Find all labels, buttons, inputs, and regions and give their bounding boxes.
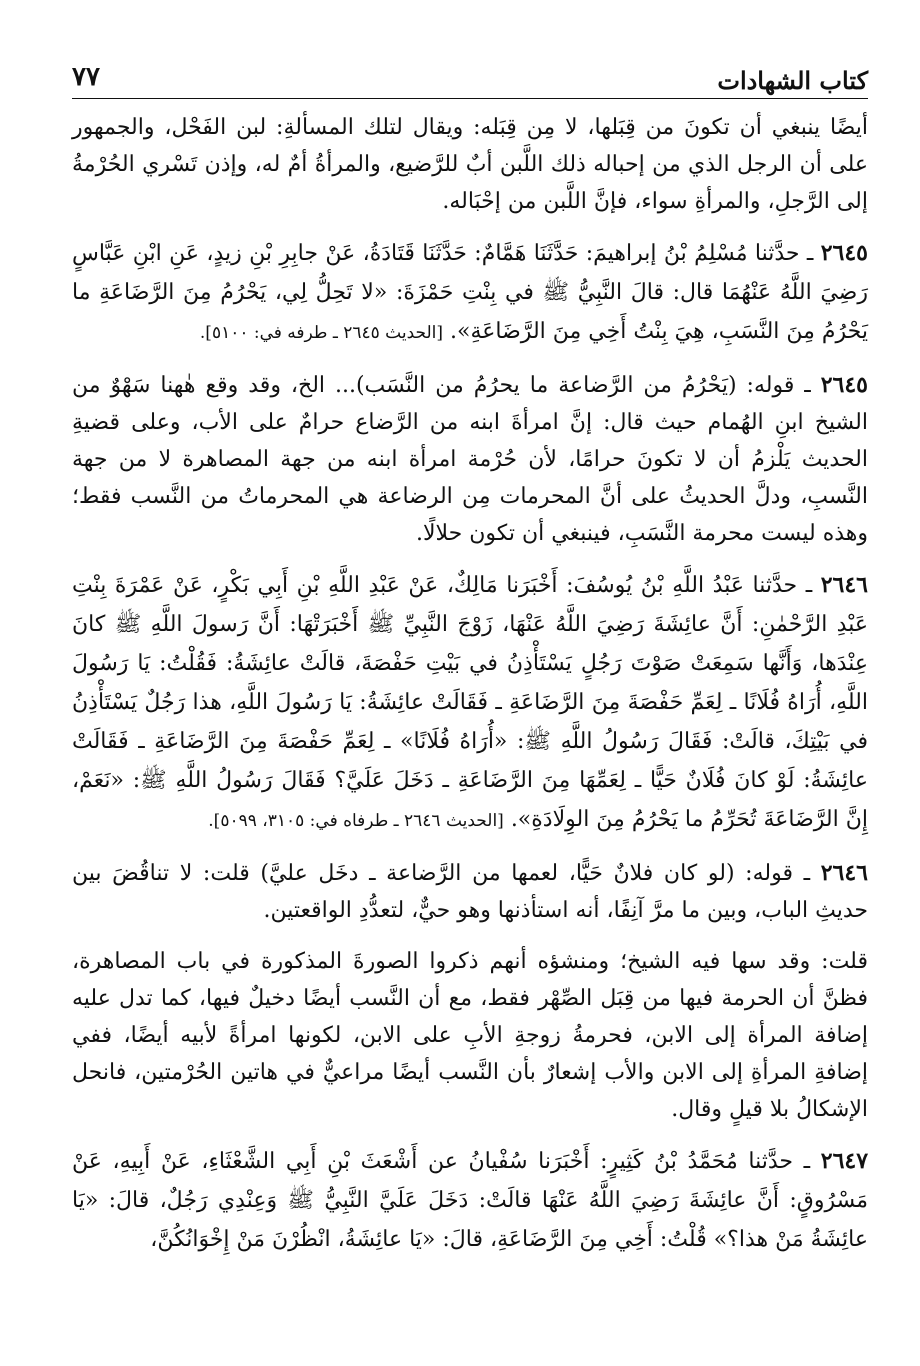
commentary-text: ـ قوله: (يَحْرُمُ من الرَّضاعة ما يحرُمُ من النَّسَب)... الخ، وقد وقع هٰهنا سَهْوٌ من الشيخ ابنِ الهُمام حيث قال: إنَّ امرأةَ ابنه من الرَّضاع حرامٌ على الأب، وعلى قضيةِ الحديث يَلْزمُ أن لا تكونَ حرامًا، لأن حُرْمة امرأة ابنه من جهة المصاهرة لا من جهة النَّسبِ، ودلَّ الحديثُ على أنَّ المحرمات مِن الرضاعة هي المحرماتُ من النَّسب فقط؛ وهذه ليست محرمة النَّسَبِ، فينبغي أن تكون حلالًا. <box>72 373 868 546</box>
page-header <box>72 52 868 99</box>
commentary-text: قلت: وقد سها فيه الشيخ؛ ومنشؤه أنهم ذكروا الصورةَ المذكورة في باب المصاهرة، فظنَّ أن الحرمة فيها من قِبَل الصِّهْر فقط، مع أن النَّسب أيضًا دخيلٌ فيها، كما تدل عليه إضافة المرأة إلى الابن، فحرمةُ زوجةِ الأبِ على الابن، لكونها امرأةً لأبيه أيضًا، ففي إضافةِ المرأةِ إلى الابن والأب إشعارٌ بأن النَّسب أيضًا مراعيٌّ في هاتين الحُرْمتين، فانحل الإشكالُ بلا قيلٍ وقال. <box>72 949 868 1122</box>
hadith-text: ـ حدَّثنا عَبْدُ اللَّهِ بْنُ يُوسُفَ: أَخْبَرَنا مَالِكٌ، عَنْ عَبْدِ اللَّهِ بْنِ أَبِي بَكْرٍ، عَنْ عَمْرَةَ بِنْتِ عَبْدِ الرَّحْمٰنِ: أَنَّ عائِشَةَ رَضِيَ اللَّهُ عَنْهَا، زَوْجَ النَّبِيِّ ﷺ أَخْبَرَتْهَا: أَنَّ رَسولَ اللَّهِ ﷺ كانَ عِنْدَها، وَأَنَّها سَمِعَتْ صَوْتَ رَجُلٍ يَسْتَأْذِنُ في بَيْتِ حَفْصَةَ، قالَتْ عائِشَةُ: فَقُلْتُ: يَا رَسُولَ اللَّهِ، أُرَاهُ فُلَانًا ـ لِعَمِّ حَفْصَةَ مِنَ الرَّضَاعَةِ ـ فَقَالَتْ عائِشَةُ: يَا رَسُولَ اللَّهِ، هذا رَجُلٌ يَسْتَأْذِنُ في بَيْتِكَ، قالَتْ: فَقَالَ رَسُولُ اللَّهِ ﷺ: «أُرَاهُ فُلَانًا» ـ لِعَمِّ حَفْصَةَ مِنَ الرَّضَاعَةِ ـ فَقَالَتْ عائِشَةُ: لَوْ كانَ فُلَانٌ حَيًّا ـ لِعَمِّهَا مِنَ الرَّضَاعَةِ ـ دَخَلَ عَلَيَّ؟ فَقَالَ رَسُولُ اللَّهِ ﷺ: «نَعَمْ، إِنَّ الرَّضَاعَةَ تُحَرِّمُ ما يَحْرُمُ مِنَ الوِلَادَةِ». <box>72 573 868 832</box>
hadith-text: ـ حدَّثنا مُسْلِمُ بْنُ إبراهيمَ: حَدَّثَنَا هَمَّامٌ: حَدَّثَنَا قَتَادَةُ، عَنْ جابِرِ بْنِ زيدٍ، عَنِ ابْنِ عَبَّاسٍ رَضِيَ اللَّهُ عَنْهُمَا قال: قالَ النَّبِيُّ ﷺ في بِنْتِ حَمْزَةَ: «لا تَحِلُّ لِي، يَحْرُمُ مِنَ الرَّضَاعَةِ ما يَحْرُمُ مِنَ النَّسَبِ، هِيَ بِنْتُ أَخِي مِنَ الرَّضَاعَةِ». <box>72 241 868 344</box>
hadith-reference: [الحديث ٢٦٤٦ ـ طرفاه في: ٣١٠٥، ٥٠٩٩]. <box>208 811 504 831</box>
commentary-note <box>72 943 868 1128</box>
page-number: ٧٧ <box>72 62 100 92</box>
paragraph-text: أيضًا ينبغي أن تكونَ من قِبَلها، لا مِن قِبَله: ويقال لتلك المسألةِ: لبن الفَحْل، والجمهور على أن الرجل الذي من إحباله ذلك اللَّبن أبٌ للرَّضيع، والمرأةُ أمٌ له، وإذن تَسْري الحُرْمةُ إلى الرَّجلِ، والمرأةِ سواء، فإنَّ اللَّبن من إحْبَاله. <box>72 115 868 214</box>
book-page <box>72 52 868 1273</box>
hadith-text: ـ حدَّثنا مُحَمَّدُ بْنُ كَثِيرٍ: أَخْبَرَنا سُفْيانُ عن أَشْعَثَ بْنِ أَبِي الشَّعْثَاءِ، عَنْ أَبِيهِ، عَنْ مَسْرُوقٍ: أَنَّ عائِشَةَ رَضِيَ اللَّهُ عَنْهَا قالَتْ: دَخَلَ عَلَيَّ النَّبِيُّ ﷺ وَعِنْدِي رَجُلٌ، قالَ: «يَا عائِشَةُ مَنْ هذا؟» قُلْتُ: أَخِي مِنَ الرَّضَاعَةِ، قالَ: «يَا عائِشَةُ، انْظُرْنَ مَنْ إِخْوَانُكُنَّ، <box>72 1149 868 1252</box>
hadith-reference: [الحديث ٢٦٤٥ ـ طرفه في: ٥١٠٠]. <box>199 323 444 343</box>
hadith-2646 <box>72 566 868 841</box>
hadith-number: ٢٦٤٦ <box>820 572 868 598</box>
hadith-2645 <box>72 234 868 353</box>
commentary-2646 <box>72 855 868 929</box>
hadith-2647 <box>72 1142 868 1259</box>
running-head: كتاب الشهادات <box>717 66 868 95</box>
commentary-2645 <box>72 367 868 552</box>
paragraph-continuation <box>72 109 868 220</box>
commentary-number: ٢٦٤٥ <box>820 372 868 398</box>
hadith-number: ٢٦٤٧ <box>820 1148 869 1174</box>
commentary-text: ـ قوله: (لو كان فلانٌ حَيًّا، لعمها من الرَّضاعة ـ دخَل عليَّ) قلت: لا تناقُضَ بين حديثِ الباب، وبين ما مرَّ آنِفًا، أنه استأذنها وهو حيٌّ، لتعدُّدِ الواقعتين. <box>72 861 868 923</box>
commentary-number: ٢٦٤٦ <box>820 860 868 886</box>
hadith-number: ٢٦٤٥ <box>820 240 868 266</box>
page-body <box>72 99 868 1259</box>
